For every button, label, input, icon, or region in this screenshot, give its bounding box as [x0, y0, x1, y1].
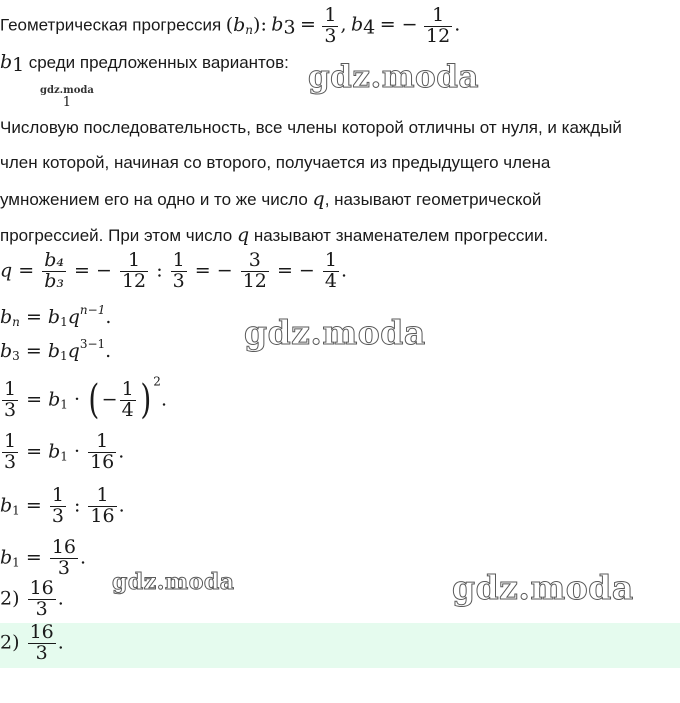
- watermark: gdz.moda: [244, 313, 426, 352]
- task-line: $b_1$ среди предложенных вариантов:: [0, 51, 289, 76]
- watermark: gdz.moda: [308, 59, 479, 95]
- theory-line-4: прогрессией. При этом число q называют знаменателем прогрессии.: [0, 224, 549, 246]
- watermark: gdz.moda: [452, 568, 634, 607]
- final-answer-box: [0, 623, 680, 668]
- formula-general: $b_n = b_1q^{n-1}$.: [0, 303, 112, 329]
- final-answer: 2) $\frac{16}{3}$ .: [0, 621, 64, 664]
- step-1: $\frac{1}{3}$ = $b_1$ · ( − $\frac{1}{4}$ ) $^2$.: [4, 374, 167, 424]
- q-computation: q = $\frac{\text{b₄}}{\text{b₃}}$ = − $\frac{1}{12}$ : $\frac{1}{3}$ = − $\frac{3}{12}$ = − $\frac{1}{4}$ .: [0, 249, 348, 292]
- step-3: $b_1$ = $\frac{1}{3}$ : $\frac{1}{16}$ .: [0, 484, 125, 527]
- theory-line-1: Числовую последовательность, все члены которой отличны от нуля, и каждый: [0, 118, 622, 137]
- image-placeholder: gdz.moda 1: [40, 85, 94, 110]
- theory-line-2: член которой, начиная со второго, получается из предыдущего члена: [0, 153, 551, 172]
- watermark: gdz.moda: [112, 569, 235, 595]
- b4-symbol: b: [350, 13, 364, 36]
- formula-b3: $b_3 = b_1q^{3-1}$.: [0, 337, 112, 363]
- bn-symbol: b: [233, 13, 246, 36]
- b3-symbol: b: [271, 13, 284, 36]
- task-text: среди предложенных вариантов:: [28, 53, 289, 72]
- step-4: $b_1$ = $\frac{16}{3}$ .: [0, 536, 87, 579]
- theory-line-3: умножением его на одно и то же число q, называют геометрической: [0, 188, 542, 210]
- solution-answer: 2) $\frac{16}{3}$ .: [0, 577, 64, 620]
- b3-value-fraction: $\frac{1}{3}$: [324, 4, 337, 47]
- problem-statement: Геометрическая прогрессия $(b_n)$: $b_3$ = $\frac{1}{3}$ , $b_4$ = − $\frac{1}{12}$ .: [0, 4, 461, 47]
- fraction-b4-b3: $\frac{\text{b₄}}{\text{b₃}}$: [44, 249, 64, 292]
- step-2: $\frac{1}{3}$ = $b_1$ · $\frac{1}{16}$ .: [4, 430, 125, 473]
- b4-value-fraction: $\frac{1}{12}$: [426, 4, 451, 47]
- problem-intro: Геометрическая прогрессия: [0, 15, 222, 35]
